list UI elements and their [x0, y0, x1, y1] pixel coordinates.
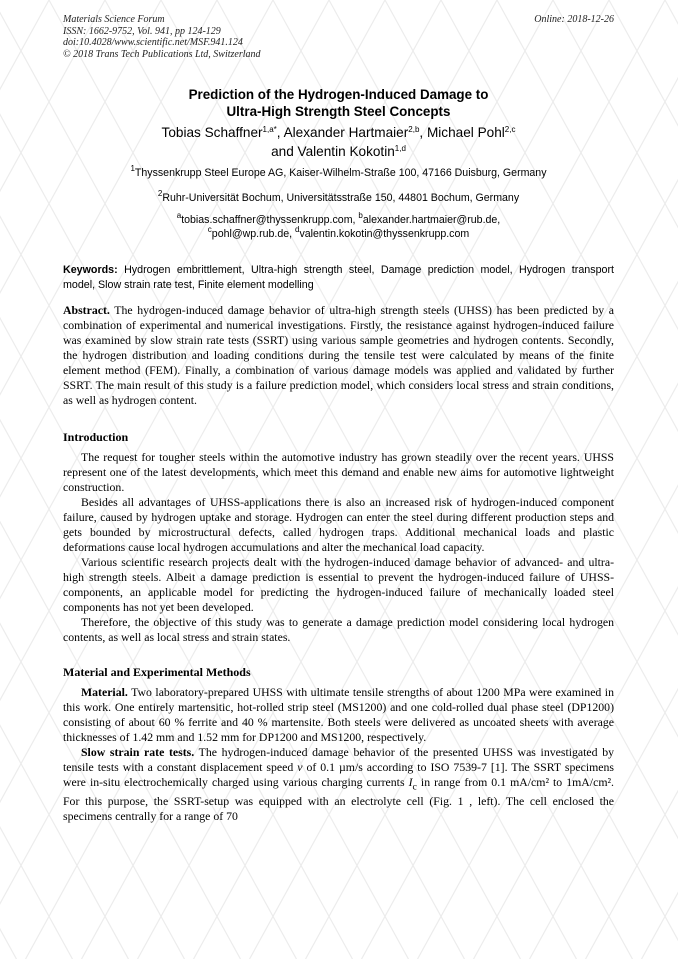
watermark-line [0, 0, 16, 959]
material-paragraph [63, 685, 614, 745]
introduction-heading: Introduction [63, 430, 129, 444]
email-marker: a [176, 211, 182, 220]
speed-symbol: v [297, 760, 303, 774]
ssrt-text-2: of 0.1 µm/s according to ISO 7539-7 [1]. The SSRT specimens were in-situ electrochemically charged using various charging currents [63, 760, 614, 789]
current-symbol: I [408, 775, 413, 789]
ssrt-label: Slow strain rate tests. [81, 745, 195, 759]
introduction-paragraph-2: Besides all advantages of UHSS-applications there is also an increased risk of hydrogen-induced component failure, caused by hydrogen uptake and storage. Hydrogen can enter the steel during different production steps and gets bounded by microstructural defects, called hydrogen traps. Additional mechanical loads and plastic deformations cause local hydrogen accumulations and alter the mechanical load capacity. [63, 495, 614, 554]
introduction-paragraph-3: Various scientific research projects dealt with the hydrogen-induced damage behavior of advanced- and ultra-high strength steels. Albeit a damage prediction is essential to prevent the hydrogen-induced failure of UHSS-components, an applicable model for predicting the hydrogen-induced failure of mechanically loaded steel components has not yet been developed. [63, 555, 614, 614]
email-line-1 [63, 213, 614, 227]
abstract-label: Abstract. [63, 303, 110, 317]
keywords-text: Hydrogen embrittlement, Ultra-high strength steel, Damage prediction model, Hydrogen transport model, Slow strain rate test, Finite element modelling [63, 264, 614, 291]
author-name: Valentin Kokotin [297, 144, 395, 159]
email-line-2 [63, 227, 614, 241]
author-affil-marker: 1,d [394, 144, 406, 153]
current-subscript: c [412, 781, 417, 793]
email-marker: c [207, 225, 212, 234]
journal-header [63, 14, 614, 60]
affiliation-1 [63, 166, 614, 180]
ssrt-text-3: in range from 0.1 mA/cm² to 1mA/cm². For this purpose, the SSRT-setup was equipped with an electrolyte cell (Fig. 1 , left). The cell enclosed the specimens centrally for a range of 70 [63, 775, 614, 824]
title-line-1: Prediction of the Hydrogen-Induced Damage to [188, 87, 489, 102]
affiliation-2 [63, 191, 614, 205]
introduction-paragraph-1: The request for tougher steels within the automotive industry has grown steadily over the recent years. UHSS represent one of the latest developments, which meet this demand and enable new aims for automotive lightweight construction. [63, 450, 614, 494]
affiliation-marker: 1 [130, 164, 135, 173]
journal-doi[interactable]: doi:10.4028/www.scientific.net/MSF.941.124 [63, 37, 243, 48]
journal-issn: ISSN: 1662-9752, Vol. 941, pp 124-129 [63, 25, 221, 37]
online-date: Online: 2018-12-26 [534, 14, 614, 25]
abstract-paragraph [63, 303, 614, 408]
author-emails [63, 213, 614, 241]
watermark-line [609, 0, 678, 959]
keywords-block [63, 263, 614, 293]
email-marker: b [358, 211, 363, 220]
affiliation-text: Thyssenkrupp Steel Europe AG, Kaiser-Wilhelm-Straße 100, 47166 Duisburg, Germany [134, 167, 547, 179]
author-line-2 [63, 142, 614, 161]
keywords-label: Keywords: [63, 264, 118, 276]
email-link[interactable]: tobias.schaffner@thyssenkrupp.com, [181, 214, 356, 226]
watermark-line [0, 0, 49, 959]
email-link[interactable]: valentin.kokotin@thyssenkrupp.com [299, 228, 470, 240]
affiliation-marker: 2 [157, 189, 163, 198]
author-connector: and [271, 144, 294, 159]
title-line-2: Ultra-High Strength Steel Concepts [226, 104, 451, 119]
author-list [63, 123, 614, 161]
watermark-line [665, 0, 678, 959]
author-affil-marker: 2,b [408, 125, 420, 134]
author-name: Tobias Schaffner [161, 125, 263, 140]
author-line-1: Tobias Schaffner$^{1,a*}$, Alexander Hartmaier$^{2,b}$, Michael Pohl$^{2,c}$ [161, 125, 516, 140]
journal-name: Materials Science Forum [63, 14, 165, 25]
email-marker: d [295, 225, 300, 234]
ssrt-paragraph [63, 745, 614, 824]
journal-copyright: © 2018 Trans Tech Publications Ltd, Switzerland [63, 48, 261, 60]
email-link[interactable]: pohl@wp.rub.de, [211, 228, 293, 240]
author-affil-marker: 1,a* [262, 125, 277, 134]
paper-title [63, 86, 614, 120]
ssrt-text-1: The hydrogen-induced damage behavior of the presented UHSS was investigated by tensile tests with a constant displacement speed [63, 745, 614, 774]
watermark-line [0, 0, 72, 959]
author-name: Alexander Hartmaier [283, 125, 409, 140]
introduction-paragraph-4: Therefore, the objective of this study was to generate a damage prediction model considering local hydrogen contents, as well as local stress and strain states. [63, 615, 614, 644]
methods-heading: Material and Experimental Methods [63, 665, 251, 679]
abstract-text: The hydrogen-induced damage behavior of ultra-high strength steels (UHSS) has been predicted by a combination of experimental and numerical investigations. Firstly, the resistance against hydrogen-induced failure was examined by slow strain rate tests (SSRT) using various sample geometries and hydrogen contents. Secondly, the hydrogen distribution and loading conditions during the tensile test were calculated by means of the finite element method (FEM). Finally, a combination of various damage models was applied and validated by further SSRT. The main result of this study is a failure prediction model, which considers local stress and strain conditions, as well as hydrogen content. [63, 303, 614, 407]
paper-content [63, 14, 614, 824]
affiliation-text: Ruhr-Universität Bochum, Universitätsstraße 150, 44801 Bochum, Germany [162, 192, 520, 204]
author-name: Michael Pohl [426, 125, 505, 140]
email-link[interactable]: alexander.hartmaier@rub.de, [362, 214, 501, 226]
watermark-line [642, 0, 678, 959]
author-affil-marker: 2,c [504, 125, 516, 134]
material-label: Material. [81, 685, 128, 699]
material-text: Two laboratory-prepared UHSS with ultimate tensile strengths of about 1200 MPa were examined in this work. One entirely martensitic, hot-rolled strip steel (MS1200) and one cold-rolled dual phase steel (DP1200) consisting of about 60 % ferrite and 40 % martensite. Both steels were delivered as uncoated sheets with average thicknesses of 1.42 mm and 1.52 mm for DP1200 and MS1200, respectively. [63, 685, 614, 744]
